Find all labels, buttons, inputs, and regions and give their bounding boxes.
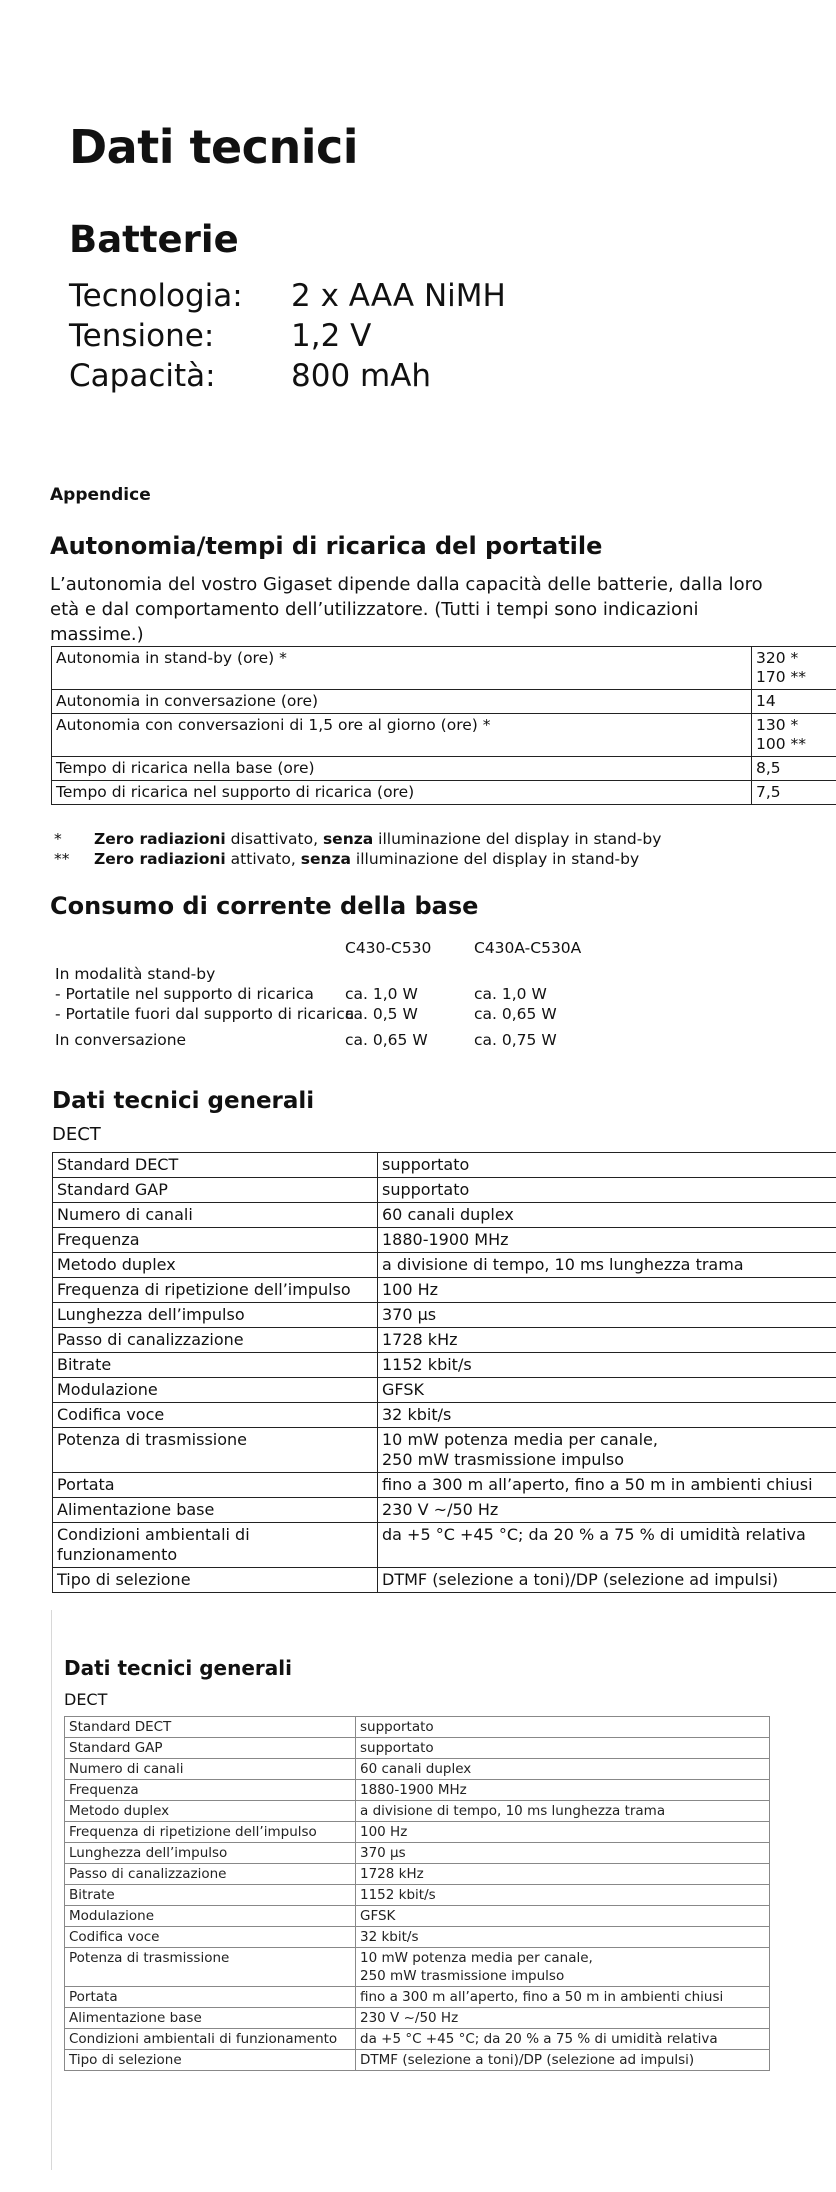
table-cell-value: 100 Hz xyxy=(378,1278,836,1303)
table-cell-value: 1880-1900 MHz xyxy=(356,1780,770,1801)
table-cell-value: supportato xyxy=(356,1717,770,1738)
table-cell-value: supportato xyxy=(378,1153,836,1178)
table-row xyxy=(53,1253,836,1278)
table-cell-value: 1152 kbit/s xyxy=(356,1885,770,1906)
table-cell-value: 320 * 170 ** xyxy=(752,647,836,690)
table-cell-value: 100 Hz xyxy=(356,1822,770,1843)
table-row xyxy=(52,757,836,781)
consumption-value: ca. 1,0 W xyxy=(474,985,547,1003)
table-row xyxy=(65,2008,770,2029)
autonomy-title: Autonomia/tempi di ricarica del portatile xyxy=(50,532,603,560)
spec-label: Capacità: xyxy=(69,358,216,394)
table-row xyxy=(65,1759,770,1780)
table-row xyxy=(53,1203,836,1228)
table-row xyxy=(65,1717,770,1738)
table-cell-label: Modulazione xyxy=(53,1378,378,1403)
consumption-row-label: In conversazione xyxy=(55,1031,187,1049)
footnote: * Zero radiazioni disattivato, senza illuminazione del display in stand-by xyxy=(54,830,662,848)
general-subtitle-copy: DECT xyxy=(64,1690,108,1709)
table-cell-value: 32 kbit/s xyxy=(356,1927,770,1948)
spec-value: 2 x AAA NiMH xyxy=(291,278,506,314)
table-row xyxy=(65,1738,770,1759)
table-cell-value: 10 mW potenza media per canale, 250 mW trasmissione impulso xyxy=(356,1948,770,1987)
table-cell-value: 1728 kHz xyxy=(356,1864,770,1885)
table-cell-value: 8,5 xyxy=(752,757,836,781)
table-row xyxy=(53,1278,836,1303)
spec-row-technology xyxy=(69,278,506,314)
table-row xyxy=(65,2029,770,2050)
table-cell-value: 1728 kHz xyxy=(378,1328,836,1353)
general-table xyxy=(52,1152,836,1593)
table-cell-label: Condizioni ambientali di funzionamento xyxy=(65,2029,356,2050)
table-cell-label: Passo di canalizzazione xyxy=(53,1328,378,1353)
table-cell-label: Frequenza di ripetizione dell’impulso xyxy=(65,1822,356,1843)
table-cell-value: fino a 300 m all’aperto, fino a 50 m in ambienti chiusi xyxy=(378,1473,836,1498)
table-cell-value: GFSK xyxy=(378,1378,836,1403)
table-row xyxy=(65,1906,770,1927)
table-cell-value: supportato xyxy=(356,1738,770,1759)
table-cell-label: Autonomia in conversazione (ore) xyxy=(52,690,752,714)
table-cell-value: supportato xyxy=(378,1178,836,1203)
general-title-copy: Dati tecnici generali xyxy=(64,1656,292,1680)
table-cell-label: Standard DECT xyxy=(65,1717,356,1738)
table-cell-label: Codifica voce xyxy=(65,1927,356,1948)
consumption-value: ca. 0,75 W xyxy=(474,1031,557,1049)
table-row xyxy=(53,1303,836,1328)
table-cell-label: Standard DECT xyxy=(53,1153,378,1178)
table-row xyxy=(53,1473,836,1498)
table-cell-value: DTMF (selezione a toni)/DP (selezione ad impulsi) xyxy=(356,2050,770,2071)
table-cell-value: a divisione di tempo, 10 ms lunghezza trama xyxy=(378,1253,836,1278)
table-row xyxy=(53,1178,836,1203)
table-cell-value: 14 xyxy=(752,690,836,714)
general-table-copy xyxy=(64,1716,770,2071)
table-cell-label: Potenza di trasmissione xyxy=(65,1948,356,1987)
spec-value: 800 mAh xyxy=(291,358,432,394)
table-cell-label: Autonomia in stand-by (ore) * xyxy=(52,647,752,690)
table-cell-value: 32 kbit/s xyxy=(378,1403,836,1428)
table-cell-label: Tipo di selezione xyxy=(53,1568,378,1593)
table-cell-label: Modulazione xyxy=(65,1906,356,1927)
page-title: Dati tecnici xyxy=(69,120,359,174)
table-cell-label: Alimentazione base xyxy=(65,2008,356,2029)
consumption-standby-label: In modalità stand-by xyxy=(55,965,216,983)
table-cell-value: da +5 °C +45 °C; da 20 % a 75 % di umidità relativa xyxy=(356,2029,770,2050)
table-row xyxy=(65,1864,770,1885)
table-row xyxy=(65,1801,770,1822)
table-cell-label: Tempo di ricarica nella base (ore) xyxy=(52,757,752,781)
table-cell-value: 60 canali duplex xyxy=(378,1203,836,1228)
table-row xyxy=(53,1353,836,1378)
table-row xyxy=(52,647,836,690)
table-cell-label: Lunghezza dell’impulso xyxy=(53,1303,378,1328)
consumption-col-header: C430A-C530A xyxy=(474,939,582,957)
footnote: ** Zero radiazioni attivato, senza illuminazione del display in stand-by xyxy=(54,850,640,868)
table-row xyxy=(53,1428,836,1473)
table-cell-label: Frequenza di ripetizione dell’impulso xyxy=(53,1278,378,1303)
consumption-row-label: - Portatile fuori dal supporto di ricarica xyxy=(55,1005,355,1023)
spec-value: 1,2 V xyxy=(291,318,372,354)
table-row xyxy=(53,1523,836,1568)
table-cell-label: Autonomia con conversazioni di 1,5 ore al giorno (ore) * xyxy=(52,714,752,757)
table-row xyxy=(53,1378,836,1403)
table-row xyxy=(65,1987,770,2008)
table-cell-value: 370 µs xyxy=(378,1303,836,1328)
table-cell-label: Frequenza xyxy=(53,1228,378,1253)
table-cell-value: 1880-1900 MHz xyxy=(378,1228,836,1253)
table-cell-label: Alimentazione base xyxy=(53,1498,378,1523)
table-cell-label: Standard GAP xyxy=(65,1738,356,1759)
table-cell-value: DTMF (selezione a toni)/DP (selezione ad impulsi) xyxy=(378,1568,836,1593)
table-cell-label: Codifica voce xyxy=(53,1403,378,1428)
table-row xyxy=(65,1843,770,1864)
table-cell-value: GFSK xyxy=(356,1906,770,1927)
table-cell-label: Frequenza xyxy=(65,1780,356,1801)
table-cell-value: fino a 300 m all’aperto, fino a 50 m in ambienti chiusi xyxy=(356,1987,770,2008)
table-row xyxy=(53,1228,836,1253)
table-cell-value: a divisione di tempo, 10 ms lunghezza trama xyxy=(356,1801,770,1822)
table-cell-value: 1152 kbit/s xyxy=(378,1353,836,1378)
table-cell-value: 130 * 100 ** xyxy=(752,714,836,757)
consumption-value: ca. 0,5 W xyxy=(345,1005,418,1023)
table-row xyxy=(53,1498,836,1523)
table-cell-label: Metodo duplex xyxy=(53,1253,378,1278)
table-cell-value: 230 V ~/50 Hz xyxy=(356,2008,770,2029)
battery-title: Batterie xyxy=(69,218,239,261)
table-row xyxy=(53,1153,836,1178)
table-cell-value: 370 µs xyxy=(356,1843,770,1864)
consumption-col-header: C430-C530 xyxy=(345,939,432,957)
table-row xyxy=(53,1568,836,1593)
table-row xyxy=(65,1780,770,1801)
spec-row-capacity xyxy=(69,358,431,394)
table-cell-label: Condizioni ambientali di funzionamento xyxy=(53,1523,378,1568)
spec-row-voltage xyxy=(69,318,371,354)
table-cell-label: Portata xyxy=(53,1473,378,1498)
table-cell-value: 60 canali duplex xyxy=(356,1759,770,1780)
table-row xyxy=(53,1328,836,1353)
autonomy-table xyxy=(51,646,836,805)
table-cell-label: Potenza di trasmissione xyxy=(53,1428,378,1473)
table-cell-label: Lunghezza dell’impulso xyxy=(65,1843,356,1864)
table-row xyxy=(65,2050,770,2071)
table-row xyxy=(65,1948,770,1987)
appendix-label: Appendice xyxy=(50,485,151,505)
table-cell-label: Metodo duplex xyxy=(65,1801,356,1822)
table-cell-label: Portata xyxy=(65,1987,356,2008)
table-row xyxy=(52,714,836,757)
consumption-value: ca. 0,65 W xyxy=(345,1031,428,1049)
table-row xyxy=(65,1927,770,1948)
table-row xyxy=(52,690,836,714)
spec-label: Tensione: xyxy=(69,318,215,354)
consumption-row-label: - Portatile nel supporto di ricarica xyxy=(55,985,314,1003)
consumption-value: ca. 0,65 W xyxy=(474,1005,557,1023)
table-cell-label: Tipo di selezione xyxy=(65,2050,356,2071)
table-row xyxy=(65,1822,770,1843)
table-row xyxy=(53,1403,836,1428)
consumption-title: Consumo di corrente della base xyxy=(50,892,479,920)
table-cell-label: Numero di canali xyxy=(53,1203,378,1228)
table-cell-label: Bitrate xyxy=(53,1353,378,1378)
table-cell-label: Numero di canali xyxy=(65,1759,356,1780)
general-title: Dati tecnici generali xyxy=(52,1088,315,1114)
table-cell-label: Standard GAP xyxy=(53,1178,378,1203)
table-row xyxy=(52,781,836,805)
table-cell-value: 230 V ~/50 Hz xyxy=(378,1498,836,1523)
consumption-value: ca. 1,0 W xyxy=(345,985,418,1003)
table-cell-value: 10 mW potenza media per canale, 250 mW trasmissione impulso xyxy=(378,1428,836,1473)
table-cell-value: 7,5 xyxy=(752,781,836,805)
table-cell-label: Passo di canalizzazione xyxy=(65,1864,356,1885)
spec-label: Tecnologia: xyxy=(69,278,243,314)
table-cell-label: Bitrate xyxy=(65,1885,356,1906)
table-row xyxy=(65,1885,770,1906)
table-cell-label: Tempo di ricarica nel supporto di ricarica (ore) xyxy=(52,781,752,805)
table-cell-value: da +5 °C +45 °C; da 20 % a 75 % di umidità relativa xyxy=(378,1523,836,1568)
autonomy-intro: L’autonomia del vostro Gigaset dipende dalla capacità delle batterie, dalla loro età e dal comportamento dell’utilizzatore. (Tutti i tempi sono indicazioni massime.) xyxy=(50,574,763,645)
general-subtitle: DECT xyxy=(52,1124,101,1145)
